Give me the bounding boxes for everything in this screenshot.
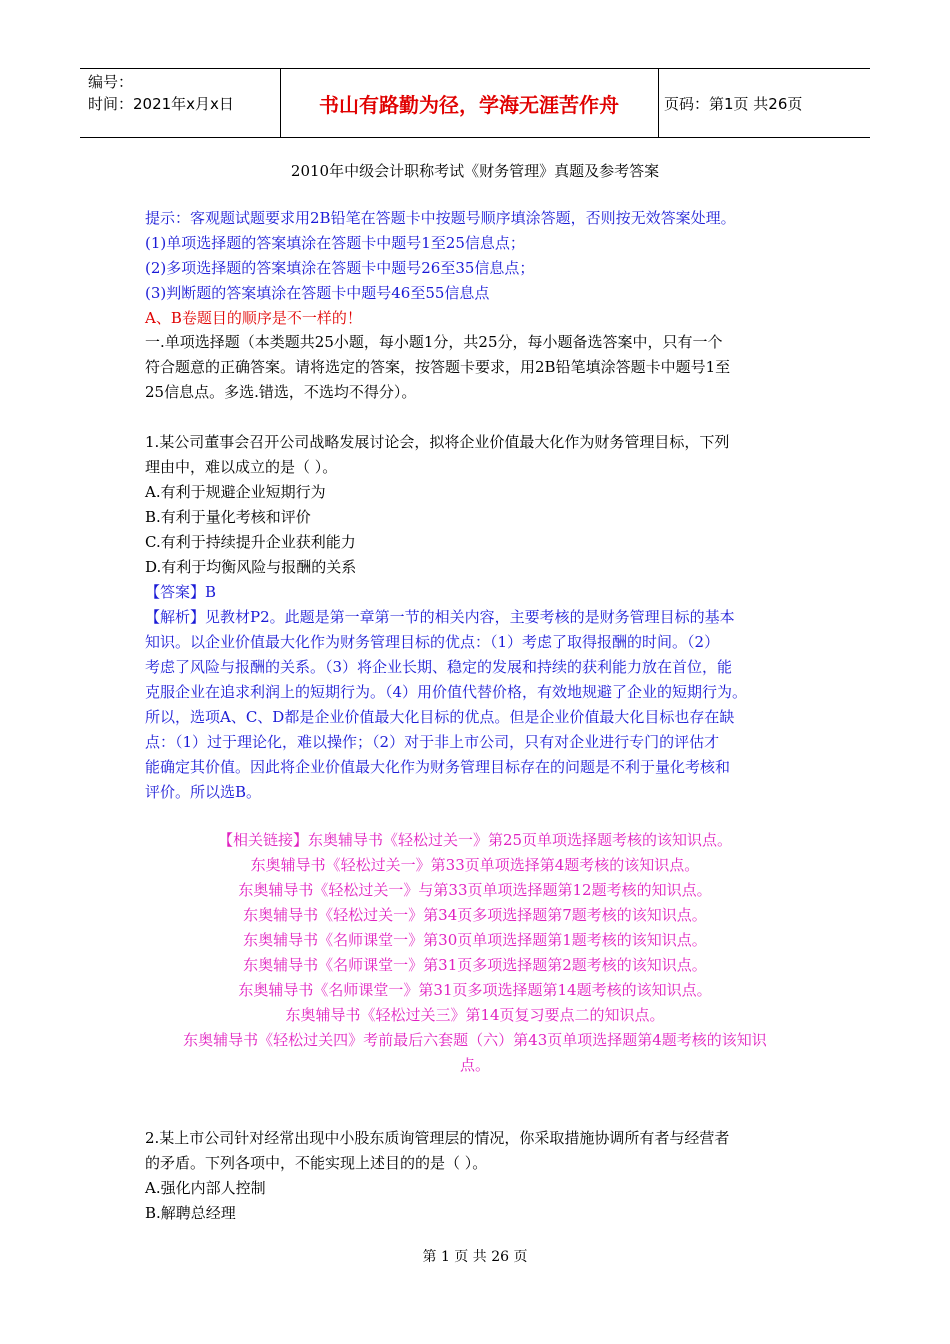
related-link-line: 东奥辅导书《轻松过关一》第33页单项选择第4题考核的该知识点。: [250, 856, 700, 874]
related-link-line: 【相关链接】东奥辅导书《轻松过关一》第25页单项选择题考核的该知识点。: [217, 831, 733, 849]
analysis-line: 【解析】见教材P2。此题是第一章第一节的相关内容，主要考核的是财务管理目标的基本: [145, 608, 735, 626]
option-b: B.解聘总经理: [145, 1204, 236, 1222]
notice-line: 提示：客观题试题要求用2B铅笔在答题卡中按题号顺序填涂答题，否则按无效答案处理。: [145, 209, 736, 227]
related-link-line: 东奥辅导书《轻松过关四》考前最后六套题（六）第43页单项选择题第4题考核的该知识: [183, 1031, 767, 1049]
section-intro-line: 25信息点。多选.错选，不选均不得分）。: [145, 383, 417, 401]
analysis-line: 能确定其价值。因此将企业价值最大化作为财务管理目标存在的问题是不利于量化考核和: [145, 758, 731, 776]
time-label: 时间：2021年x月x日: [88, 95, 234, 113]
analysis-line: 知识。以企业价值最大化作为财务管理目标的优点：（1）考虑了取得报酬的时间。（2）: [145, 633, 720, 651]
header-divider: [658, 69, 659, 137]
analysis-line: 克服企业在追求利润上的短期行为。（4）用价值代替价格，有效地规避了企业的短期行为。: [145, 683, 748, 701]
answer-line: 【答案】B: [145, 583, 217, 601]
related-link-line: 点。: [459, 1056, 490, 1074]
header-meta: [80, 69, 280, 137]
question-stem: 理由中，难以成立的是（ ）。: [145, 458, 338, 476]
question-stem: 1.某公司董事会召开公司战略发展讨论会，拟将企业价值最大化作为财务管理目标，下列: [145, 433, 730, 451]
page-header: [80, 68, 870, 138]
header-page-info: 页码：第1页 共26页: [664, 94, 803, 113]
header-motto: 书山有路勤为径，学海无涯苦作舟: [319, 92, 619, 117]
question-stem: 2.某上市公司针对经常出现中小股东质询管理层的情况，你采取措施协调所有者与经营者: [145, 1129, 730, 1147]
header-divider: [280, 69, 281, 137]
option-d: D.有利于均衡风险与报酬的关系: [145, 558, 357, 576]
page-footer: 第 1 页 共 26 页: [422, 1249, 528, 1265]
related-link-line: 东奥辅导书《名师课堂一》第31页多项选择题第2题考核的该知识点。: [243, 956, 707, 974]
analysis-line: 所以，选项A、C、D都是企业价值最大化目标的优点。但是企业价值最大化目标也存在缺: [145, 708, 735, 726]
related-link-line: 东奥辅导书《轻松过关一》第34页多项选择题第7题考核的该知识点。: [243, 906, 707, 924]
related-link-line: 东奥辅导书《名师课堂一》第30页单项选择题第1题考核的该知识点。: [243, 931, 707, 949]
section-intro-line: 一.单项选择题（本类题共25小题，每小题1分，共25分，每小题备选答案中，只有一个: [145, 333, 723, 351]
analysis-line: 评价。所以选B。: [145, 783, 262, 801]
document-title: 2010年中级会计职称考试《财务管理》真题及参考答案: [290, 162, 660, 180]
option-a: A.有利于规避企业短期行为: [145, 483, 326, 501]
section-intro-line: 符合题意的正确答案。请将选定的答案，按答题卡要求，用2B铅笔填涂答题卡中题号1至: [145, 358, 731, 376]
option-c: C.有利于持续提升企业获利能力: [145, 533, 356, 551]
option-b: B.有利于量化考核和评价: [145, 508, 311, 526]
notice-line: (1)单项选择题的答案填涂在答题卡中题号1至25信息点；: [145, 234, 525, 252]
related-link-line: 东奥辅导书《轻松过关一》与第33页单项选择题第12题考核的知识点。: [238, 881, 712, 899]
analysis-line: 点：（1）过于理论化，难以操作；（2）对于非上市公司，只有对企业进行专门的评估才: [145, 733, 720, 751]
related-link-line: 东奥辅导书《名师课堂一》第31页多项选择题第14题考核的该知识点。: [238, 981, 712, 999]
option-a: A.强化内部人控制: [145, 1179, 266, 1197]
related-link-line: 东奥辅导书《轻松过关三》第14页复习要点二的知识点。: [285, 1006, 665, 1024]
analysis-line: 考虑了风险与报酬的关系。（3）将企业长期、稳定的发展和持续的获利能力放在首位，能: [145, 658, 733, 676]
notice-line: (2)多项选择题的答案填涂在答题卡中题号26至35信息点；: [145, 259, 535, 277]
notice-line: (3)判断题的答案填涂在答题卡中题号46至55信息点: [145, 284, 490, 302]
number-label: 编号：: [88, 73, 134, 91]
warning-line: A、B卷题目的顺序是不一样的！: [145, 309, 362, 327]
question-stem: 的矛盾。下列各项中，不能实现上述目的的是（ ）。: [145, 1154, 488, 1172]
